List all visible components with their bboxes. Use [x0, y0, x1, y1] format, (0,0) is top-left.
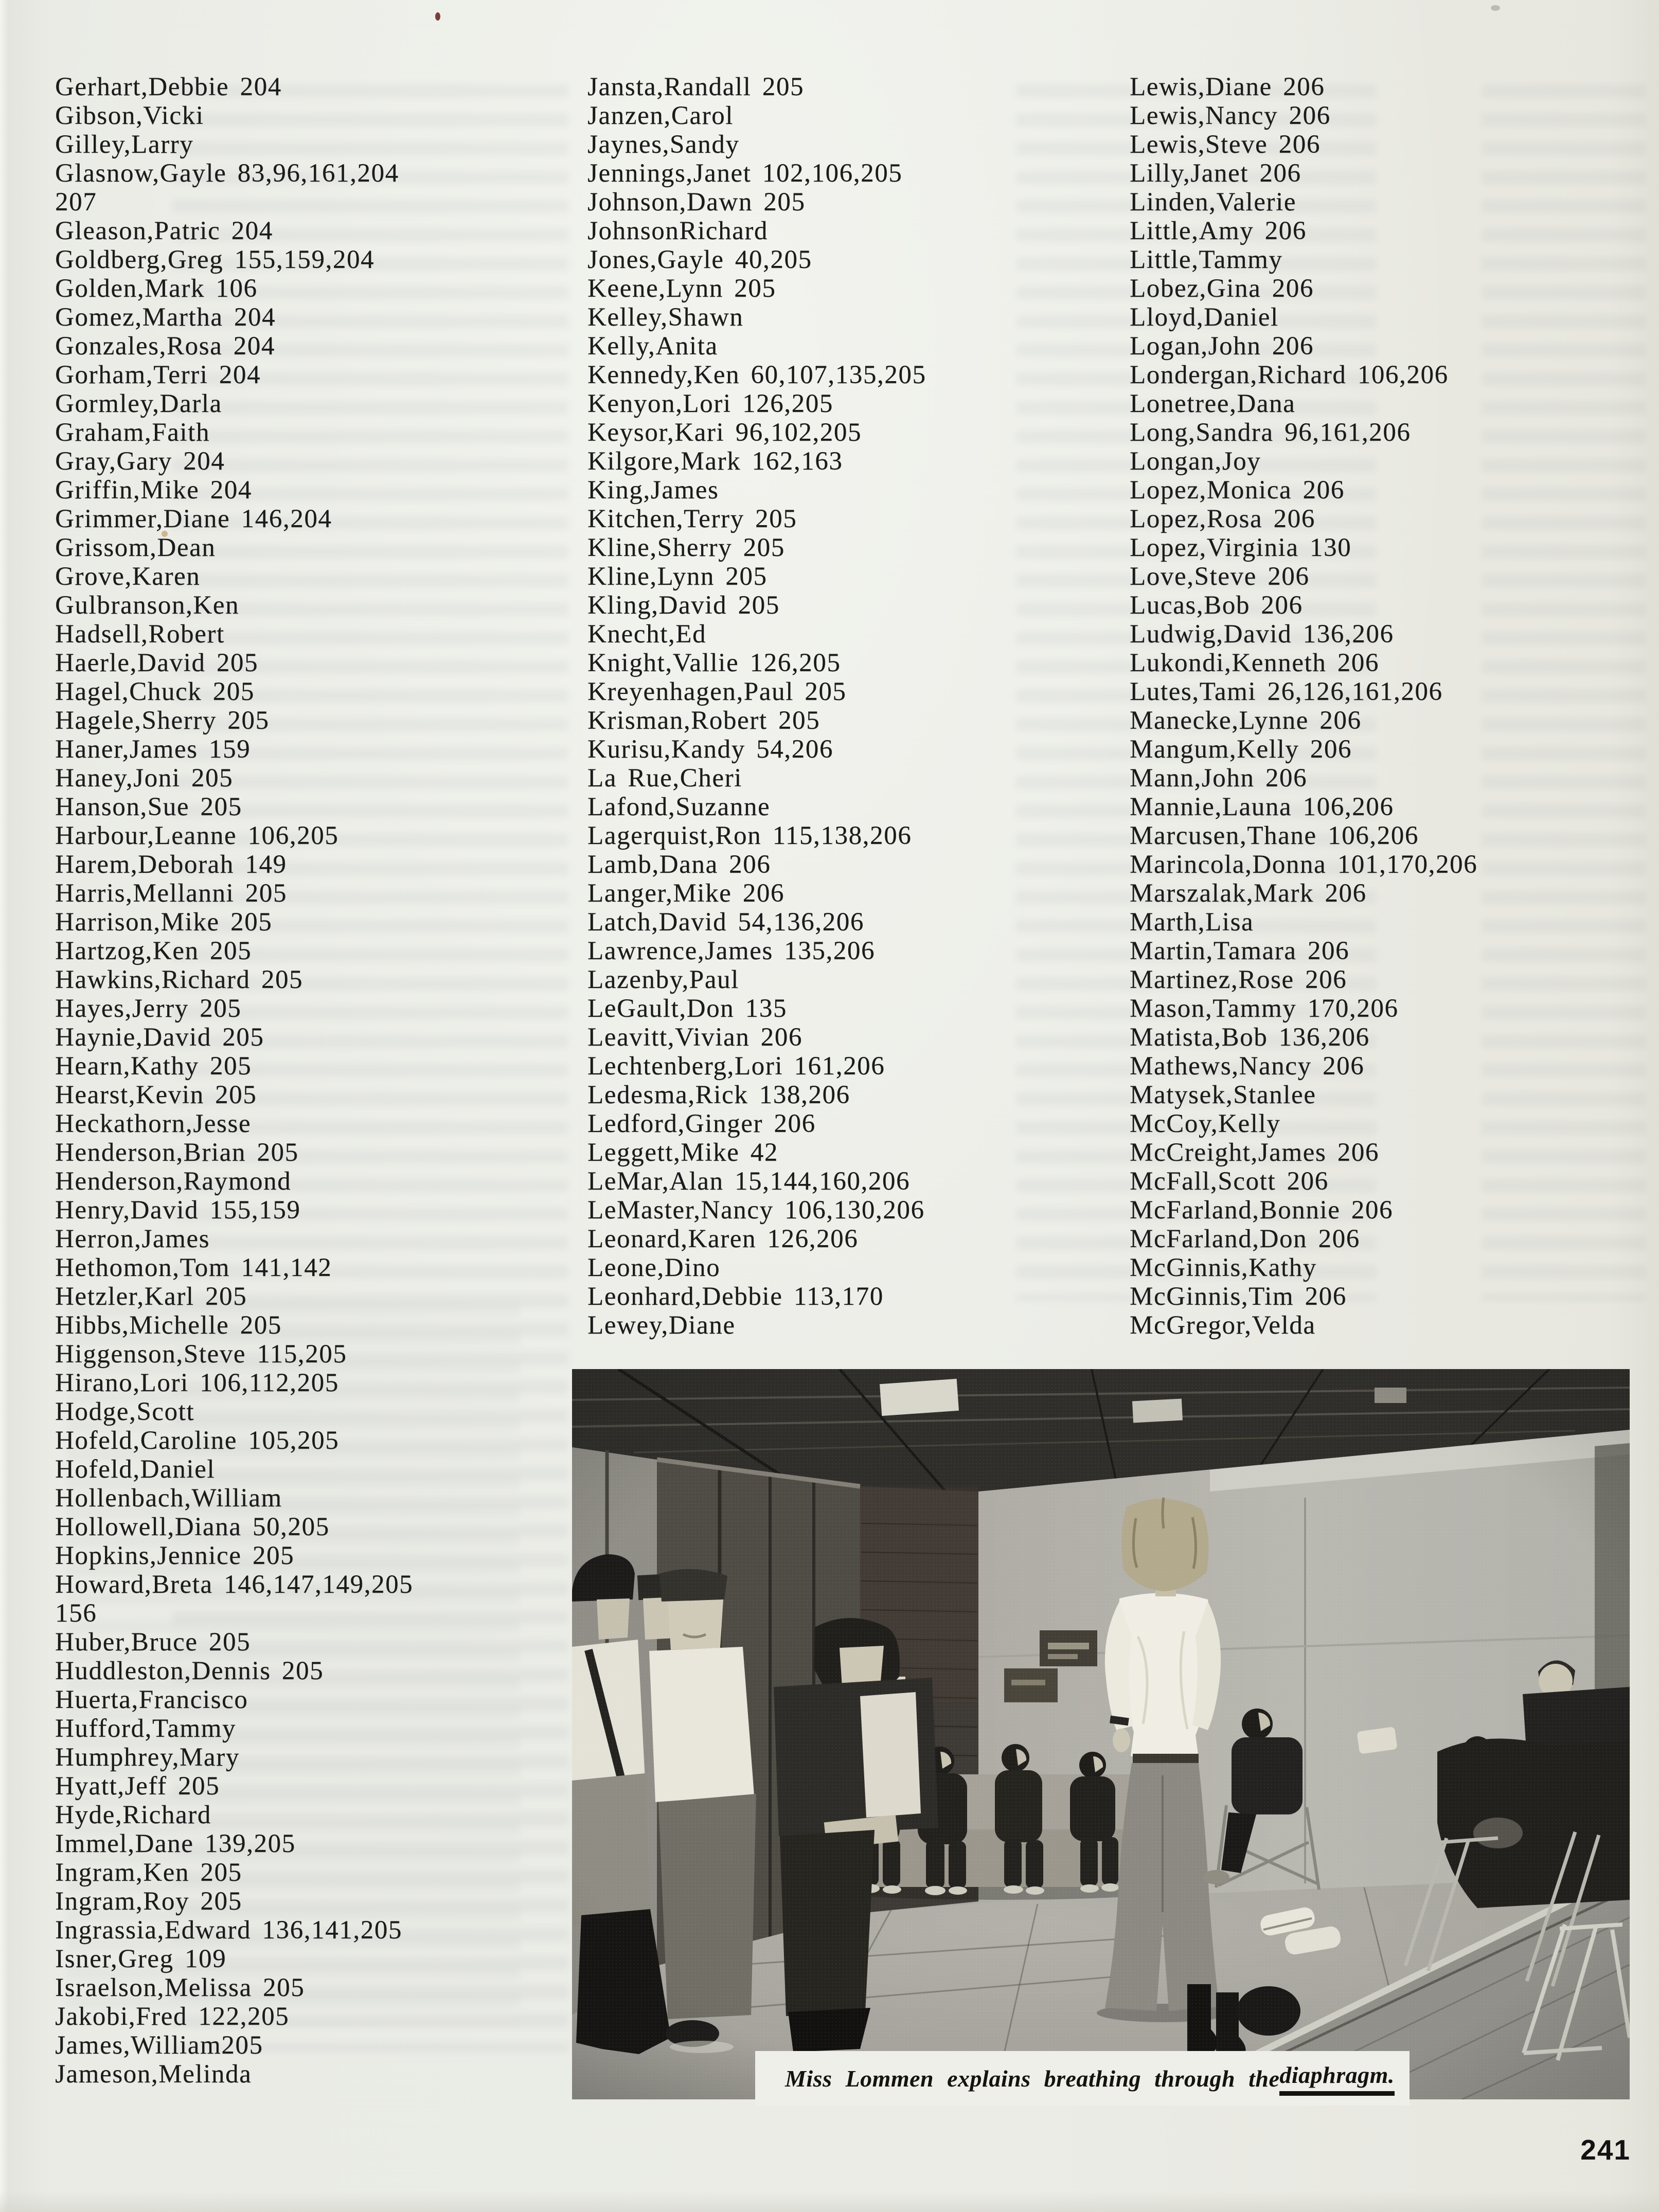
index-entry: Huddleston,Dennis 205	[55, 1657, 324, 1685]
index-entry: Ingrassia,Edward 136,141,205	[55, 1916, 403, 1945]
index-entry: Hollenbach,William	[55, 1484, 282, 1513]
index-entry: Marszalak,Mark 206	[1130, 879, 1367, 908]
index-entry: Hofeld,Daniel	[55, 1455, 216, 1484]
index-entry: Marincola,Donna 101,170,206	[1130, 850, 1478, 879]
index-entry: Knight,Vallie 126,205	[587, 649, 841, 677]
index-entry: Hibbs,Michelle 205	[55, 1311, 282, 1340]
caption-text: Miss Lommen explains breathing through the	[785, 2065, 1280, 2092]
index-entry: Hayes,Jerry 205	[55, 994, 242, 1023]
index-entry: 207	[55, 188, 97, 217]
index-entry: Humphrey,Mary	[55, 1743, 240, 1772]
index-entry: Harris,Mellanni 205	[55, 879, 287, 908]
index-entry: Linden,Valerie	[1130, 188, 1297, 217]
index-entry: Gray,Gary 204	[55, 447, 225, 476]
index-entry: Gibson,Vicki	[55, 101, 204, 130]
index-entry: Gonzales,Rosa 204	[55, 332, 275, 361]
index-entry: Haynie,David 205	[55, 1023, 264, 1052]
index-entry: Lonetree,Dana	[1130, 389, 1296, 418]
index-entry: Jones,Gayle 40,205	[587, 245, 812, 274]
index-entry: Lazenby,Paul	[587, 965, 739, 994]
paper-speck	[435, 12, 440, 21]
index-entry: Kreyenhagen,Paul 205	[587, 677, 847, 706]
index-entry: Lutes,Tami 26,126,161,206	[1130, 677, 1443, 706]
index-entry: Mangum,Kelly 206	[1130, 735, 1352, 764]
index-entry: Gorham,Terri 204	[55, 361, 261, 389]
index-entry: Latch,David 54,136,206	[587, 908, 864, 937]
index-entry: Golden,Mark 106	[55, 274, 258, 303]
index-entry: Marth,Lisa	[1130, 908, 1254, 937]
index-entry: Jakobi,Fred 122,205	[55, 2002, 290, 2031]
index-entry: Martinez,Rose 206	[1130, 965, 1347, 994]
index-entry: Ingram,Roy 205	[55, 1887, 242, 1916]
index-entry: Howard,Breta 146,147,149,205	[55, 1570, 414, 1599]
index-entry: Leonard,Karen 126,206	[587, 1225, 859, 1253]
index-entry: McFarland,Bonnie 206	[1130, 1196, 1394, 1225]
index-entry: Hopkins,Jennice 205	[55, 1541, 295, 1570]
index-entry: LeMar,Alan 15,144,160,206	[587, 1167, 911, 1196]
index-entry: Lopez,Virginia 130	[1130, 533, 1352, 562]
index-entry: Leggett,Mike 42	[587, 1138, 778, 1167]
index-entry: Longan,Joy	[1130, 447, 1261, 476]
index-entry: Jennings,Janet 102,106,205	[587, 159, 903, 188]
index-entry: McCoy,Kelly	[1130, 1109, 1281, 1138]
paper-speck	[1491, 5, 1500, 11]
index-entry: Lloyd,Daniel	[1130, 303, 1279, 332]
index-entry: Hyatt,Jeff 205	[55, 1772, 220, 1801]
index-entry: Kenyon,Lori 126,205	[587, 389, 833, 418]
index-entry: Henderson,Brian 205	[55, 1138, 299, 1167]
index-entry: Kline,Lynn 205	[587, 562, 768, 591]
index-entry: Hearst,Kevin 205	[55, 1081, 257, 1109]
index-entry: Gormley,Darla	[55, 389, 222, 418]
caption-underlined-word: diaphragm.	[1279, 2061, 1395, 2096]
index-entry: Haner,James 159	[55, 735, 251, 764]
index-entry: Leavitt,Vivian 206	[587, 1023, 802, 1052]
index-entry: 156	[55, 1599, 97, 1628]
index-entry: Hirano,Lori 106,112,205	[55, 1369, 339, 1397]
index-entry: Immel,Dane 139,205	[55, 1829, 296, 1858]
index-entry: Mannie,Launa 106,206	[1130, 793, 1394, 821]
index-entry: McFarland,Don 206	[1130, 1225, 1360, 1253]
index-entry: Lechtenberg,Lori 161,206	[587, 1052, 885, 1081]
index-entry: Hadsell,Robert	[55, 620, 225, 649]
index-entry: Glasnow,Gayle 83,96,161,204	[55, 159, 399, 188]
index-entry: Little,Amy 206	[1130, 217, 1307, 245]
page-number: 241	[1580, 2134, 1631, 2166]
index-entry: Henderson,Raymond	[55, 1167, 292, 1196]
index-entry: Logan,John 206	[1130, 332, 1314, 361]
index-entry: Lafond,Suzanne	[587, 793, 771, 821]
photo-vignette	[572, 1369, 1630, 2099]
index-entry: James,William205	[55, 2031, 263, 2060]
page-edge-highlight	[0, 0, 8, 2212]
index-entry: Ingram,Ken 205	[55, 1858, 242, 1887]
index-entry: Kurisu,Kandy 54,206	[587, 735, 833, 764]
index-entry: Matysek,Stanlee	[1130, 1081, 1316, 1109]
index-entry: LeMaster,Nancy 106,130,206	[587, 1196, 925, 1225]
index-entry: Heckathorn,Jesse	[55, 1109, 252, 1138]
index-entry: Keene,Lynn 205	[587, 274, 776, 303]
index-entry: Hawkins,Richard 205	[55, 965, 304, 994]
index-entry: Hanson,Sue 205	[55, 793, 242, 821]
index-entry: Jansta,Randall 205	[587, 73, 805, 101]
index-entry: Isner,Greg 109	[55, 1945, 227, 1973]
index-entry: McGregor,Velda	[1130, 1311, 1316, 1340]
index-entry: Harbour,Leanne 106,205	[55, 821, 339, 850]
assembly-photo-image	[572, 1369, 1630, 2099]
index-entry: Hodge,Scott	[55, 1397, 195, 1426]
index-entry: McFall,Scott 206	[1130, 1167, 1329, 1196]
index-entry: Krisman,Robert 205	[587, 706, 820, 735]
index-entry: Gulbranson,Ken	[55, 591, 240, 620]
index-entry: Knecht,Ed	[587, 620, 707, 649]
index-entry: Higgenson,Steve 115,205	[55, 1340, 347, 1369]
index-entry: Manecke,Lynne 206	[1130, 706, 1362, 735]
index-entry: Leonhard,Debbie 113,170	[587, 1282, 884, 1311]
index-entry: Harrison,Mike 205	[55, 908, 273, 937]
index-entry: Hartzog,Ken 205	[55, 937, 252, 965]
index-entry: Kelley,Shawn	[587, 303, 744, 332]
index-entry: Kelly,Anita	[587, 332, 718, 361]
index-entry: Love,Steve 206	[1130, 562, 1310, 591]
index-entry: King,James	[587, 476, 719, 505]
index-entry: Mathews,Nancy 206	[1130, 1052, 1365, 1081]
assembly-photo	[572, 1369, 1630, 2099]
index-entry: McGinnis,Tim 206	[1130, 1282, 1347, 1311]
index-entry: Grissom,Dean	[55, 533, 216, 562]
index-entry: Herron,James	[55, 1225, 210, 1253]
index-entry: Goldberg,Greg 155,159,204	[55, 245, 375, 274]
index-entry: Ledford,Ginger 206	[587, 1109, 816, 1138]
index-entry: Hyde,Richard	[55, 1801, 211, 1829]
index-entry: Lewis,Nancy 206	[1130, 101, 1331, 130]
index-entry: Lobez,Gina 206	[1130, 274, 1314, 303]
index-entry: Hetzler,Karl 205	[55, 1282, 247, 1311]
index-entry: Keysor,Kari 96,102,205	[587, 418, 862, 447]
index-entry: Grimmer,Diane 146,204	[55, 505, 332, 533]
index-entry: Lucas,Bob 206	[1130, 591, 1303, 620]
index-entry: Gilley,Larry	[55, 130, 194, 159]
index-entry: LeGault,Don 135	[587, 994, 787, 1023]
index-entry: Lopez,Monica 206	[1130, 476, 1345, 505]
index-entry: Gerhart,Debbie 204	[55, 73, 282, 101]
index-entry: JohnsonRichard	[587, 217, 769, 245]
index-entry: Londergan,Richard 106,206	[1130, 361, 1449, 389]
index-entry: Hofeld,Caroline 105,205	[55, 1426, 340, 1455]
index-entry: Jaynes,Sandy	[587, 130, 740, 159]
index-entry: Kline,Sherry 205	[587, 533, 785, 562]
index-entry: Israelson,Melissa 205	[55, 1973, 305, 2002]
index-entry: Leone,Dino	[587, 1253, 721, 1282]
index-entry: Huerta,Francisco	[55, 1685, 248, 1714]
index-entry: Ledesma,Rick 138,206	[587, 1081, 850, 1109]
index-entry: Long,Sandra 96,161,206	[1130, 418, 1411, 447]
index-entry: Langer,Mike 206	[587, 879, 785, 908]
index-entry: Harem,Deborah 149	[55, 850, 287, 879]
index-entry: Mann,John 206	[1130, 764, 1308, 793]
index-entry: Hagele,Sherry 205	[55, 706, 270, 735]
index-entry: La Rue,Cheri	[587, 764, 742, 793]
index-entry: Hearn,Kathy 205	[55, 1052, 252, 1081]
index-entry: Gleason,Patric 204	[55, 217, 273, 245]
index-entry: Henry,David 155,159	[55, 1196, 301, 1225]
index-entry: Hollowell,Diana 50,205	[55, 1513, 330, 1541]
index-column-2	[587, 73, 1117, 1340]
index-entry: McGinnis,Kathy	[1130, 1253, 1317, 1282]
index-entry: Lopez,Rosa 206	[1130, 505, 1315, 533]
index-entry: Lukondi,Kenneth 206	[1130, 649, 1379, 677]
index-entry: Lagerquist,Ron 115,138,206	[587, 821, 912, 850]
index-entry: Lewis,Diane 206	[1130, 73, 1325, 101]
index-entry: Kennedy,Ken 60,107,135,205	[587, 361, 926, 389]
index-entry: Grove,Karen	[55, 562, 201, 591]
index-entry: Gomez,Martha 204	[55, 303, 276, 332]
index-entry: Lewey,Diane	[587, 1311, 736, 1340]
index-entry: Lewis,Steve 206	[1130, 130, 1321, 159]
index-entry: Marcusen,Thane 106,206	[1130, 821, 1419, 850]
index-entry: Janzen,Carol	[587, 101, 734, 130]
index-entry: Matista,Bob 136,206	[1130, 1023, 1370, 1052]
index-entry: Lilly,Janet 206	[1130, 159, 1301, 188]
index-entry: Lawrence,James 135,206	[587, 937, 876, 965]
index-entry: Hagel,Chuck 205	[55, 677, 255, 706]
index-entry: Haerle,David 205	[55, 649, 259, 677]
index-entry: Mason,Tammy 170,206	[1130, 994, 1399, 1023]
index-entry: Jameson,Melinda	[55, 2060, 252, 2089]
index-entry: Kitchen,Terry 205	[587, 505, 797, 533]
index-entry: Haney,Joni 205	[55, 764, 234, 793]
page-edge-shadow	[0, 2191, 1659, 2212]
index-entry: McCreight,James 206	[1130, 1138, 1379, 1167]
index-column-3	[1130, 73, 1649, 1340]
index-entry: Johnson,Dawn 205	[587, 188, 806, 217]
index-entry: Hufford,Tammy	[55, 1714, 236, 1743]
photo-caption	[755, 2051, 1410, 2106]
index-entry: Kilgore,Mark 162,163	[587, 447, 843, 476]
index-entry: Graham,Faith	[55, 418, 210, 447]
index-entry: Martin,Tamara 206	[1130, 937, 1350, 965]
index-entry: Huber,Bruce 205	[55, 1628, 251, 1657]
index-column-1	[55, 73, 575, 2089]
index-entry: Griffin,Mike 204	[55, 476, 252, 505]
index-entry: Hethomon,Tom 141,142	[55, 1253, 332, 1282]
index-entry: Lamb,Dana 206	[587, 850, 771, 879]
index-entry: Little,Tammy	[1130, 245, 1283, 274]
index-entry: Ludwig,David 136,206	[1130, 620, 1394, 649]
index-entry: Kling,David 205	[587, 591, 780, 620]
